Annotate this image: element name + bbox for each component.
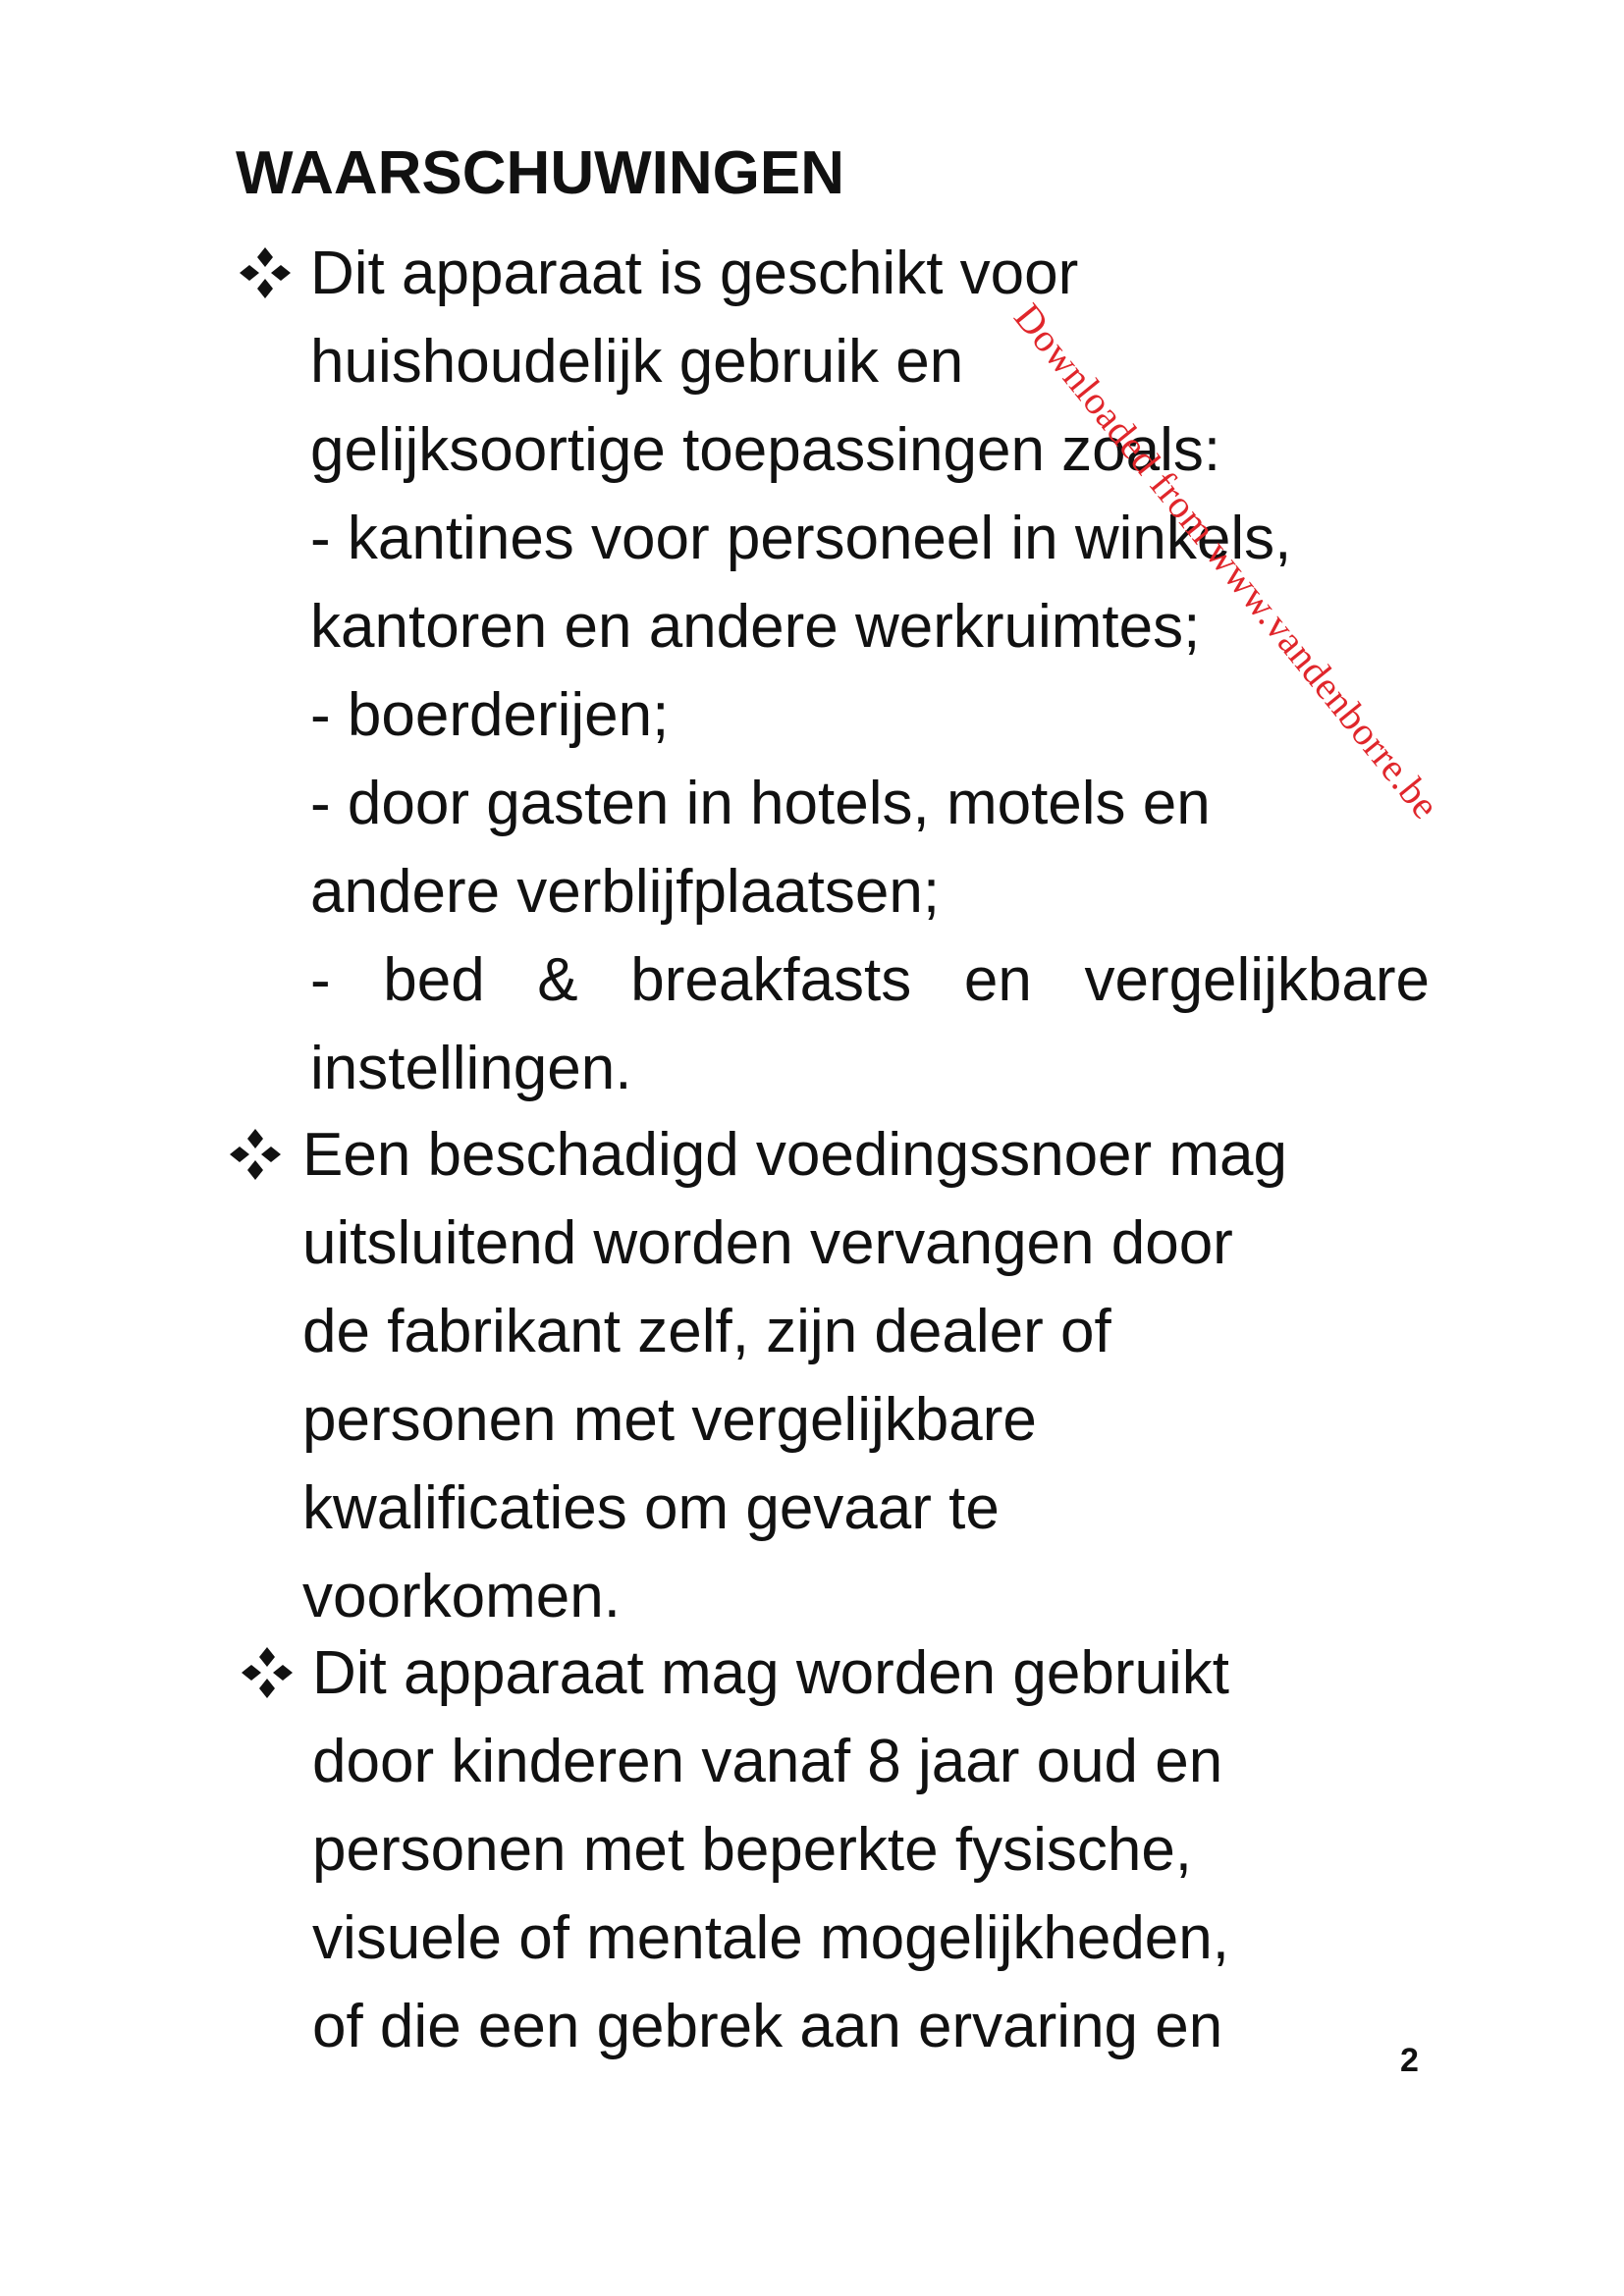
text-line: de fabrikant zelf, zijn dealer of bbox=[302, 1298, 1111, 1365]
text-line: instellingen. bbox=[310, 1035, 632, 1102]
text-line: personen met vergelijkbare bbox=[302, 1386, 1037, 1454]
watermark-text: Downloaded from www.vandenborre.be bbox=[1005, 294, 1449, 828]
text-line: door kinderen vanaf 8 jaar oud en bbox=[312, 1728, 1223, 1795]
text-line: kantoren en andere werkruimtes; bbox=[310, 593, 1201, 661]
word: & bbox=[537, 946, 578, 1014]
text-line: huishoudelijk gebruik en bbox=[310, 328, 964, 396]
word: vergelijkbare bbox=[1084, 946, 1430, 1014]
word: bed bbox=[383, 946, 485, 1014]
text-line: uitsluitend worden vervangen door bbox=[302, 1209, 1233, 1277]
text-line: visuele of mentale mogelijkheden, bbox=[312, 1904, 1229, 1972]
text-line: - door gasten in hotels, motels en bbox=[310, 770, 1211, 837]
text-line: gelijksoortige toepassingen zoals: bbox=[310, 416, 1221, 484]
justified-text-line bbox=[310, 936, 1430, 1025]
warning-item-3 bbox=[312, 1629, 1432, 2071]
text-line: - kantines voor personeel in winkels, bbox=[310, 505, 1292, 572]
page-number: 2 bbox=[1400, 2042, 1419, 2079]
text-line: kwalificaties om gevaar te bbox=[302, 1474, 1000, 1542]
four-diamond-bullet-icon bbox=[226, 1125, 285, 1184]
warning-item-2 bbox=[302, 1111, 1422, 1641]
text-line: - boerderijen; bbox=[310, 681, 670, 749]
text-line: andere verblijfplaatsen; bbox=[310, 858, 941, 926]
text-line: voorkomen. bbox=[302, 1563, 621, 1630]
word: en bbox=[963, 946, 1032, 1014]
word: breakfasts bbox=[630, 946, 912, 1014]
warning-item-1 bbox=[310, 230, 1430, 1113]
text-line: Een beschadigd voedingssnoer mag bbox=[302, 1121, 1288, 1189]
text-line: Dit apparaat is geschikt voor bbox=[310, 240, 1079, 307]
text-line: personen met beperkte fysische, bbox=[312, 1816, 1193, 1884]
page-title: WAARSCHUWINGEN bbox=[236, 139, 844, 207]
four-diamond-bullet-icon bbox=[236, 243, 295, 302]
text-line: Dit apparaat mag worden gebruikt bbox=[312, 1639, 1229, 1707]
text-line: of die een gebrek aan ervaring en bbox=[312, 1993, 1223, 2060]
word: - bbox=[310, 946, 331, 1014]
four-diamond-bullet-icon bbox=[238, 1643, 297, 1702]
